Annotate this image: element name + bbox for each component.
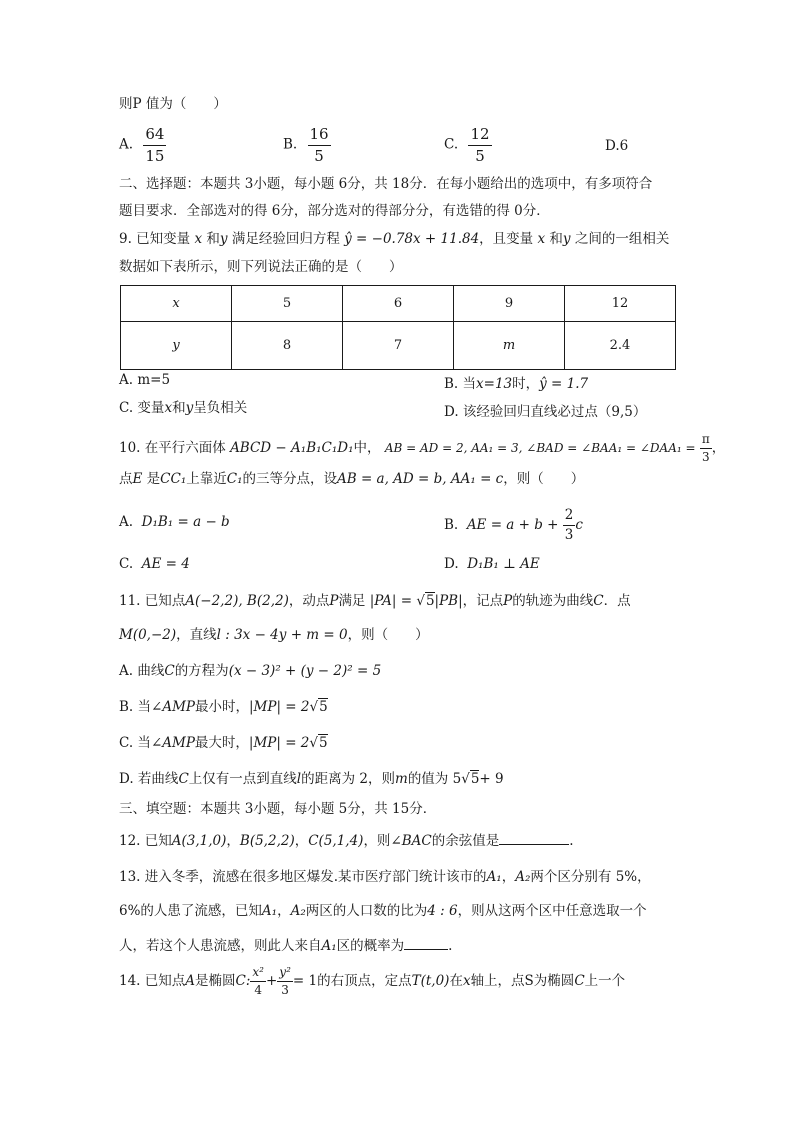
- q10-option-b: B. AE = a + b + $\frac{2}{3}$ c: [444, 507, 583, 543]
- q10-stem-line1: 10. 在平行六面体 ABCD − A₁B₁C₁D₁中， AB = AD = 2, AA₁ = 3, ∠BAD = ∠BAA₁ = ∠DAA₁ = $\frac{\pi}{3}$ ，: [119, 432, 726, 465]
- section3-heading: 三、填空题：本题共 3小题，每小题 5分，共 15分．: [119, 801, 437, 817]
- q8-option-d: D.6: [605, 138, 629, 154]
- q11-option-c: C. 当∠AMP最大时，|MP| = 2√5: [119, 735, 328, 751]
- section2-heading-line2: 题目要求．全部选对的得 6分，部分选对的得部分分，有选错的得 0分．: [119, 203, 550, 219]
- q8-option-a: A. $\frac{64}{15}$: [119, 125, 165, 165]
- q9-stem-line2: 数据如下表所示，则下列说法正确的是（ ）: [119, 259, 403, 275]
- q11-stem-line2: M(0,−2)，直线l : 3x − 4y + m = 0，则（ ）: [119, 627, 429, 643]
- table-cell: x: [121, 286, 232, 322]
- q13-stem-line2: 6%的人患了流感，已知A₁，A₂两区的人口数的比为4 : 6，则从这两个区中任意选取一个: [119, 903, 647, 919]
- q13-stem-line3: 人，若这个人患流感，则此人来自A₁区的概率为 .: [119, 938, 453, 954]
- table-cell: 5: [232, 286, 343, 322]
- answer-blank: [499, 832, 569, 845]
- q10-option-a: A. D₁B₁ = a − b: [119, 514, 230, 530]
- q9-data-table: [120, 285, 676, 370]
- answer-blank: [404, 937, 448, 950]
- table-cell: 12: [565, 286, 676, 322]
- q8-stem: 则P 值为（ ）: [119, 96, 227, 112]
- q14-stem: 14. 已知点A是椭圆C: $\frac{\text{x²}}{4}$ + $\frac{\text{y²}}{3}$ = 1的右顶点，定点T(t,0)在x轴上，点S为椭圆C上一个: [119, 965, 626, 998]
- q10-option-d: D. D₁B₁ ⊥ AE: [444, 556, 540, 572]
- section2-heading-line1: 二、选择题：本题共 3小题，每小题 6分，共 18分．在每小题给出的选项中，有多项符合: [119, 176, 653, 192]
- q9-option-c: C. 变量x和y呈负相关: [119, 400, 248, 416]
- q10-stem-line2: 点E 是CC₁上靠近C₁的三等分点，设AB = a, AD = b, AA₁ = c，则（ ）: [119, 471, 585, 487]
- q9-option-d: D. 该经验回归直线必过点（9,5）: [444, 404, 647, 420]
- table-cell: 8: [232, 322, 343, 370]
- q9-stem-line1: 9. 已知变量 x 和y 满足经验回归方程 ŷ = −0.78x + 11.84，且变量 x 和y 之间的一组相关: [119, 231, 670, 247]
- q13-stem-line1: 13. 进入冬季，流感在很多地区爆发.某市医疗部门统计该市的A₁，A₂两个区分别有 5%，: [119, 869, 651, 885]
- q8-option-b: B. $\frac{16}{5}$: [283, 125, 329, 165]
- q11-option-a: A. 曲线C的方程为(x − 3)² + (y − 2)² = 5: [119, 663, 382, 679]
- table-cell: 9: [454, 286, 565, 322]
- q9-option-a: A. m=5: [119, 372, 171, 388]
- table-cell: m: [454, 322, 565, 370]
- q9-option-b: B. 当x=13时，ŷ = 1.7: [444, 376, 589, 392]
- q8-option-c: C. $\frac{12}{5}$: [444, 125, 490, 165]
- q12-stem: 12. 已知A(3,1,0)，B(5,2,2)，C(5,1,4)，则∠BAC的余弦值是 .: [119, 833, 574, 849]
- table-cell: y: [121, 322, 232, 370]
- q11-option-d: D. 若曲线C上仅有一点到直线l的距离为 2，则m的值为 5√5+ 9: [119, 771, 504, 787]
- q10-option-c: C. AE = 4: [119, 556, 190, 572]
- table-row: [121, 286, 676, 322]
- q11-option-b: B. 当∠AMP最小时，|MP| = 2√5: [119, 699, 328, 715]
- table-cell: 7: [343, 322, 454, 370]
- table-row: [121, 322, 676, 370]
- table-cell: 2.4: [565, 322, 676, 370]
- table-cell: 6: [343, 286, 454, 322]
- q11-stem-line1: 11. 已知点A(−2,2), B(2,2)，动点P满足 |PA| = √5|PB|，记点P的轨迹为曲线C．点: [119, 593, 631, 609]
